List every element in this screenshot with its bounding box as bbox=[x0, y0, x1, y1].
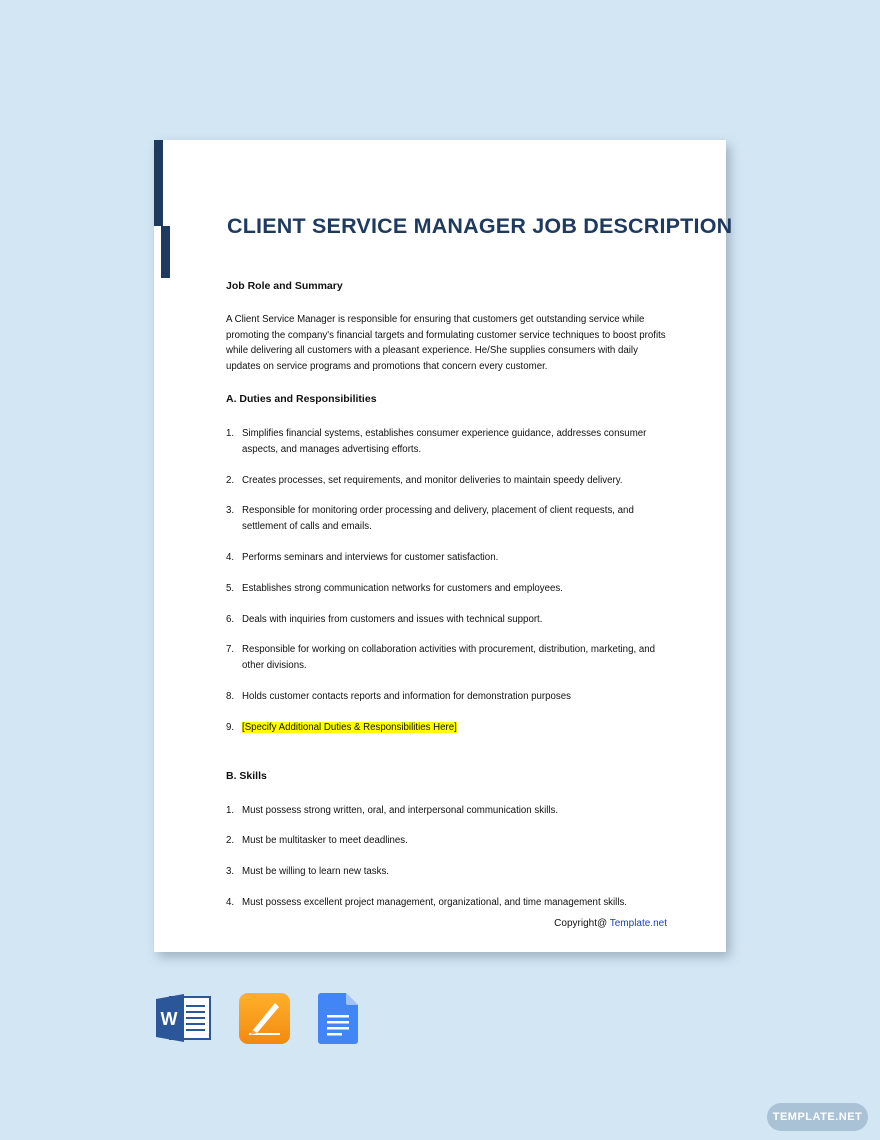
duty-item bbox=[226, 473, 676, 489]
duty-number: 9. bbox=[226, 722, 235, 733]
duty-text: Simplifies financial systems, establishes consumer experience guidance, addresses consumer aspects, and manages advertising efforts. bbox=[242, 428, 647, 455]
duty-item bbox=[226, 689, 676, 705]
duty-item bbox=[226, 581, 676, 597]
duties-heading: A. Duties and Responsibilities bbox=[226, 393, 377, 405]
duty-number: 4. bbox=[226, 552, 235, 563]
duty-item bbox=[226, 642, 676, 673]
accent-bar-top bbox=[154, 140, 163, 226]
summary-text: A Client Service Manager is responsible for ensuring that customers get outstanding service while promoting the company's financial targets and formulating customer service techniques to boost profits while delivering all customers with a pleasant experience. He/She supplies consumers with daily updates on service programs and promotions that concern every customer. bbox=[226, 314, 666, 372]
summary-heading: Job Role and Summary bbox=[226, 280, 343, 292]
document-title: CLIENT SERVICE MANAGER JOB DESCRIPTION bbox=[227, 214, 733, 238]
duty-item bbox=[226, 550, 676, 566]
skill-item bbox=[226, 895, 676, 911]
skill-number: 2. bbox=[226, 835, 235, 846]
duty-text: Deals with inquiries from customers and issues with technical support. bbox=[242, 614, 543, 625]
copyright-label: Copyright@ bbox=[554, 918, 608, 929]
skills-heading: B. Skills bbox=[226, 770, 267, 782]
duty-text: Establishes strong communication networks for customers and employees. bbox=[242, 583, 563, 594]
duty-number: 8. bbox=[226, 691, 235, 702]
skill-item bbox=[226, 803, 676, 819]
duty-text: Performs seminars and interviews for customer satisfaction. bbox=[242, 552, 499, 563]
word-letter: W bbox=[160, 1009, 178, 1029]
skill-text: Must possess excellent project management, organizational, and time management skills. bbox=[242, 897, 628, 908]
skill-number: 1. bbox=[226, 805, 235, 816]
duty-number: 2. bbox=[226, 475, 235, 486]
copyright bbox=[554, 918, 667, 929]
skill-text: Must be multitasker to meet deadlines. bbox=[242, 835, 408, 846]
skill-number: 4. bbox=[226, 897, 235, 908]
document-page bbox=[154, 140, 733, 952]
duty-text: Responsible for working on collaboration activities with procurement, distribution, marketing, and other divisions. bbox=[242, 644, 656, 671]
highlighted-placeholder-text[interactable]: [Specify Additional Duties & Responsibilities Here] bbox=[242, 722, 457, 733]
duty-number: 3. bbox=[226, 505, 235, 516]
google-docs-icon[interactable] bbox=[318, 993, 358, 1049]
template-net-badge[interactable]: TEMPLATE.NET bbox=[767, 1103, 868, 1131]
duty-text: Responsible for monitoring order processing and delivery, placement of client requests, and settlement of calls and emails. bbox=[242, 505, 634, 532]
copyright-link[interactable]: Template.net bbox=[609, 918, 667, 929]
duty-number: 5. bbox=[226, 583, 235, 594]
skill-text: Must be willing to learn new tasks. bbox=[242, 866, 389, 877]
skill-item bbox=[226, 833, 676, 849]
duty-text: Holds customer contacts reports and information for demonstration purposes bbox=[242, 691, 571, 702]
duty-item bbox=[226, 426, 676, 457]
duty-item bbox=[226, 612, 676, 628]
duty-number: 7. bbox=[226, 644, 235, 655]
duty-number: 6. bbox=[226, 614, 235, 625]
accent-bar-bottom bbox=[161, 226, 170, 278]
skill-number: 3. bbox=[226, 866, 235, 877]
skill-item bbox=[226, 864, 676, 880]
duty-number: 1. bbox=[226, 428, 235, 439]
pages-icon[interactable] bbox=[239, 993, 290, 1049]
duty-item-placeholder bbox=[226, 720, 676, 736]
skill-text: Must possess strong written, oral, and interpersonal communication skills. bbox=[242, 805, 559, 816]
duty-item bbox=[226, 503, 676, 534]
word-icon[interactable] bbox=[156, 993, 212, 1048]
duty-text: Creates processes, set requirements, and monitor deliveries to maintain speedy delivery. bbox=[242, 475, 623, 486]
